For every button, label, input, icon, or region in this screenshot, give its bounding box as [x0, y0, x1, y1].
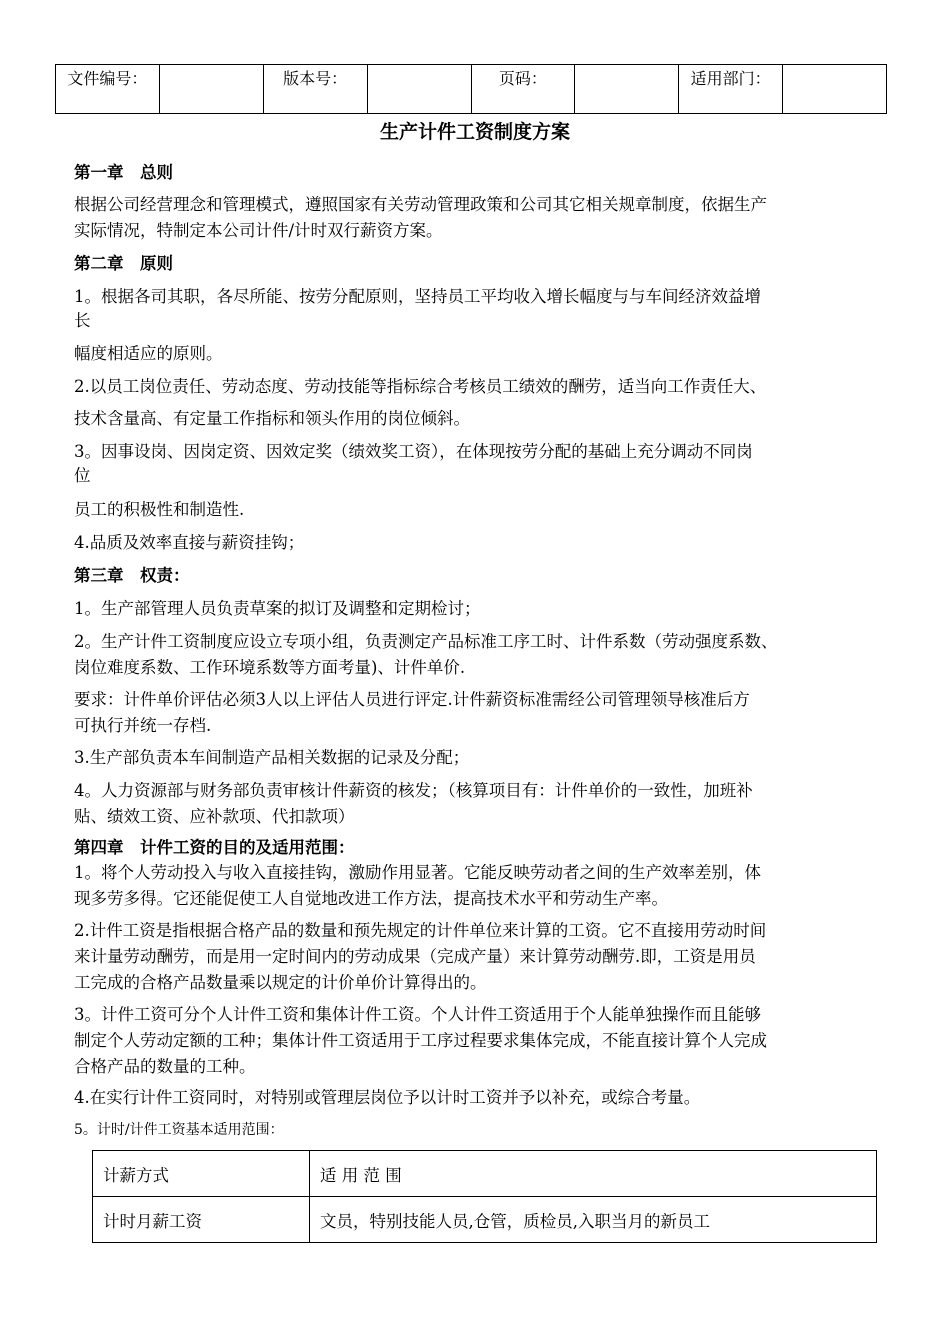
ch3-requirement: 要求：计件单价评估必须3人以上评估人员进行评定.计件薪资标准需经公司管理领导核准后方	[74, 690, 750, 709]
ch4-item-1-cont: 现多劳多得。它还能促使工人自觉地改进工作方法，提高技术水平和劳动生产率。	[74, 889, 668, 908]
ch2-item-3-wrap: 位	[74, 466, 91, 485]
ch2-item-2-cont: 技术含量高、有定量工作指标和领头作用的岗位倾斜。	[74, 409, 470, 428]
page-label: 页码：	[471, 65, 575, 114]
ch4-item-4: 4.在实行计件工资同时，对特别或管理层岗位予以计时工资并予以补充，或综合考量。	[74, 1088, 701, 1107]
ch2-item-3-cont: 员工的积极性和制造性.	[74, 500, 245, 519]
document-title: 生产计件工资制度方案	[379, 121, 570, 143]
chapter-4-heading: 第四章 计件工资的目的及适用范围：	[74, 838, 355, 857]
ch1-para-line: 根据公司经营理念和管理模式，遵照国家有关劳动管理政策和公司其它相关规章制度，依据生产	[74, 195, 767, 214]
chapter-3-heading: 第三章 权责：	[74, 566, 190, 585]
ch3-item-4-cont: 贴、绩效工资、应补款项、代扣款项）	[74, 807, 355, 826]
ch4-item-1: 1。将个人劳动投入与收入直接挂钩，激励作用显著。它能反映劳动者之间的生产效率差别，体	[74, 863, 761, 882]
ch3-item-3: 3.生产部负责本车间制造产品相关数据的记录及分配；	[74, 748, 470, 767]
dept-label: 适用部门：	[679, 65, 783, 114]
version-value	[367, 65, 471, 114]
ch3-item-2: 2。生产计件工资制度应设立专项小组，负责测定产品标准工序工时、计件系数（劳动强度系数、	[74, 632, 778, 651]
ch2-item-1-wrap: 长	[74, 311, 91, 330]
version-label: 版本号：	[263, 65, 367, 114]
ch3-item-1: 1。生产部管理人员负责草案的拟订及调整和定期检讨；	[74, 599, 481, 618]
ch4-item-5: 5。计时/计件工资基本适用范围：	[74, 1122, 284, 1138]
chapter-2-heading: 第二章 原则	[74, 254, 173, 273]
table-row	[93, 1197, 877, 1243]
document-header-table	[55, 64, 887, 114]
scope-row1-range: 文员，特别技能人员,仓管，质检员,入职当月的新员工	[310, 1197, 877, 1243]
ch3-requirement-cont: 可执行并统一存档.	[74, 716, 212, 735]
page-value	[575, 65, 679, 114]
ch4-item-3: 3。计件工资可分个人计件工资和集体计件工资。个人计件工资适用于个人能单独操作而且能够	[74, 1005, 761, 1024]
scope-header-range: 适 用 范 围	[310, 1151, 877, 1197]
scope-row1-method: 计时月薪工资	[93, 1197, 310, 1243]
ch2-item-4: 4.品质及效率直接与薪资挂钩；	[74, 533, 305, 552]
scope-header-method: 计薪方式	[93, 1151, 310, 1197]
ch2-item-1-cont: 幅度相适应的原则。	[74, 344, 223, 363]
ch2-item-2: 2.以员工岗位责任、劳动态度、劳动技能等指标综合考核员工绩效的酬劳，适当向工作责任大、	[74, 377, 767, 396]
ch4-item-2-cont: 来计量劳动酬劳，而是用一定时间内的劳动成果（完成产量）来计算劳动酬劳.即，工资是用员	[74, 947, 756, 966]
ch2-item-1: 1。根据各司其职，各尽所能、按劳分配原则，坚持员工平均收入增长幅度与与车间经济效益增	[74, 287, 761, 306]
ch3-item-2-cont: 岗位难度系数、工作环境系数等方面考量)、计件单价.	[74, 658, 466, 677]
table-row	[93, 1151, 877, 1197]
ch4-item-3-cont: 制定个人劳动定额的工种；集体计件工资适用于工序过程要求集体完成，不能直接计算个人完成	[74, 1031, 767, 1050]
ch4-item-3-cont: 合格产品的数量的工种。	[74, 1057, 256, 1076]
ch3-item-4: 4。人力资源部与财务部负责审核计件薪资的核发；（核算项目有：计件单价的一致性，加班补	[74, 781, 753, 800]
ch1-para-line: 实际情况，特制定本公司计件/计时双行薪资方案。	[74, 221, 443, 240]
file-no-value	[159, 65, 263, 114]
dept-value	[783, 65, 887, 114]
ch2-item-3: 3。因事设岗、因岗定资、因效定奖（绩效奖工资），在体现按劳分配的基础上充分调动不同岗	[74, 442, 753, 461]
ch4-item-2: 2.计件工资是指根据合格产品的数量和预先规定的计件单位来计算的工资。它不直接用劳动时间	[74, 921, 767, 940]
chapter-1-heading: 第一章 总则	[74, 163, 173, 182]
file-no-label: 文件编号：	[56, 65, 160, 114]
scope-table	[92, 1150, 877, 1243]
ch4-item-2-cont: 工完成的合格产品数量乘以规定的计价单价计算得出的。	[74, 973, 487, 992]
